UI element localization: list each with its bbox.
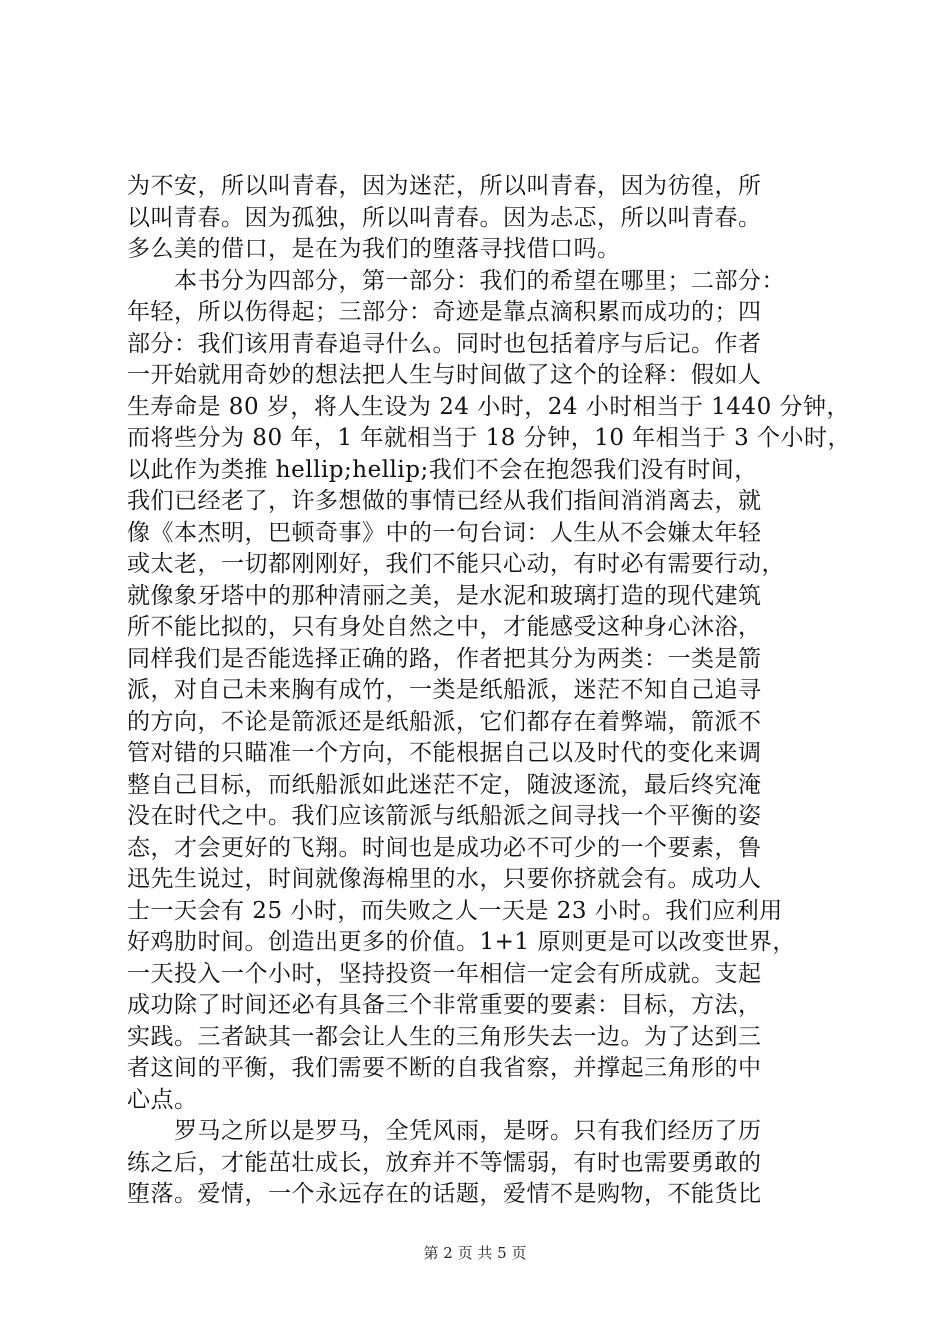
text-line: 罗马之所以是罗马，全凭风雨，是呀。只有我们经历了历: [127, 1118, 762, 1144]
text-line: 心点。: [127, 1086, 198, 1113]
text-line: 我们已经老了，许多想做的事情已经从我们指间消消离去，就: [127, 488, 762, 514]
text-line: 堕落。爱情，一个永远存在的话题，爱情不是购物，不能货比: [127, 1181, 762, 1207]
text-line: 同样我们是否能选择正确的路，作者把其分为两类：一类是箭: [127, 645, 762, 672]
text-line: 实践。三者缺其一都会让人生的三角形失去一边。为了达到三: [127, 1023, 762, 1050]
text-line: 态，才会更好的飞翔。时间也是成功必不可少的一个要素，鲁: [127, 834, 762, 861]
text-line: 为不安，所以叫青春，因为迷茫，所以叫青春，因为彷徨，所: [127, 173, 762, 199]
text-line: 多么美的借口，是在为我们的堕落寻找借口吗。: [127, 236, 621, 262]
text-line: 没在时代之中。我们应该箭派与纸船派之间寻找一个平衡的姿: [127, 803, 762, 829]
text-line: 年轻，所以伤得起；三部分：奇迹是靠点滴积累而成功的；四: [127, 299, 762, 325]
page-footer: 第 2 页 共 5 页: [423, 1244, 527, 1262]
text-line: 管对错的只瞄准一个方向，不能根据自己以及时代的变化来调: [127, 740, 762, 766]
text-line: 整自己目标，而纸船派如此迷茫不定，随波逐流，最后终究淹: [127, 771, 762, 798]
text-line: 迅先生说过，时间就像海棉里的水，只要你挤就会有。成功人: [127, 866, 762, 892]
text-line: 像《本杰明，巴顿奇事》中的一句台词：人生从不会嫌太年轻: [127, 519, 762, 546]
text-line: 练之后，才能茁壮成长，放弃并不等懦弱，有时也需要勇敢的: [127, 1149, 762, 1176]
text-line: 以叫青春。因为孤独，所以叫青春。因为忐忑，所以叫青春。: [127, 204, 762, 231]
text-line: 所不能比拟的，只有身处自然之中，才能感受这种身心沐浴，: [127, 614, 762, 640]
text-line: 生寿命是 80 岁，将人生设为 24 小时，24 小时相当于 1440 分钟，: [127, 393, 851, 420]
text-line: 者这间的平衡，我们需要不断的自我省察，并撑起三角形的中: [127, 1055, 762, 1081]
text-line: 本书分为四部分，第一部分：我们的希望在哪里；二部分：: [127, 267, 785, 294]
text-line: 士一天会有 25 小时，而失败之人一天是 23 小时。我们应利用: [127, 897, 783, 924]
text-line: 以此作为类推 hellip;hellip;我们不会在抱怨我们没有时间，: [127, 456, 758, 483]
text-line: 就像象牙塔中的那种清丽之美，是水泥和玻璃打造的现代建筑: [127, 582, 762, 609]
text-line: 而将些分为 80 年，1 年就相当于 18 分钟，10 年相当于 3 个小时，: [127, 425, 852, 451]
text-line: 或太老，一切都刚刚好，我们不能只心动，有时必有需要行动，: [127, 551, 785, 577]
text-line: 成功除了时间还必有具备三个非常重要的要素：目标，方法，: [127, 992, 762, 1018]
text-line: 一开始就用奇妙的想法把人生与时间做了这个的诠释：假如人: [127, 362, 762, 388]
text-line: 派，对自己未来胸有成竹，一类是纸船派，迷茫不知自己追寻: [127, 677, 762, 703]
text-line: 的方向，不论是箭派还是纸船派，它们都存在着弊端，箭派不: [127, 708, 762, 735]
text-line: 一天投入一个小时，坚持投资一年相信一定会有所成就。支起: [127, 960, 762, 987]
text-line: 部分：我们该用青春追寻什么。同时也包括着序与后记。作者: [127, 330, 762, 357]
document-body: [127, 171, 852, 1211]
text-line: 好鸡肋时间。创造出更多的价值。1+1 原则更是可以改变世界，: [127, 929, 796, 955]
